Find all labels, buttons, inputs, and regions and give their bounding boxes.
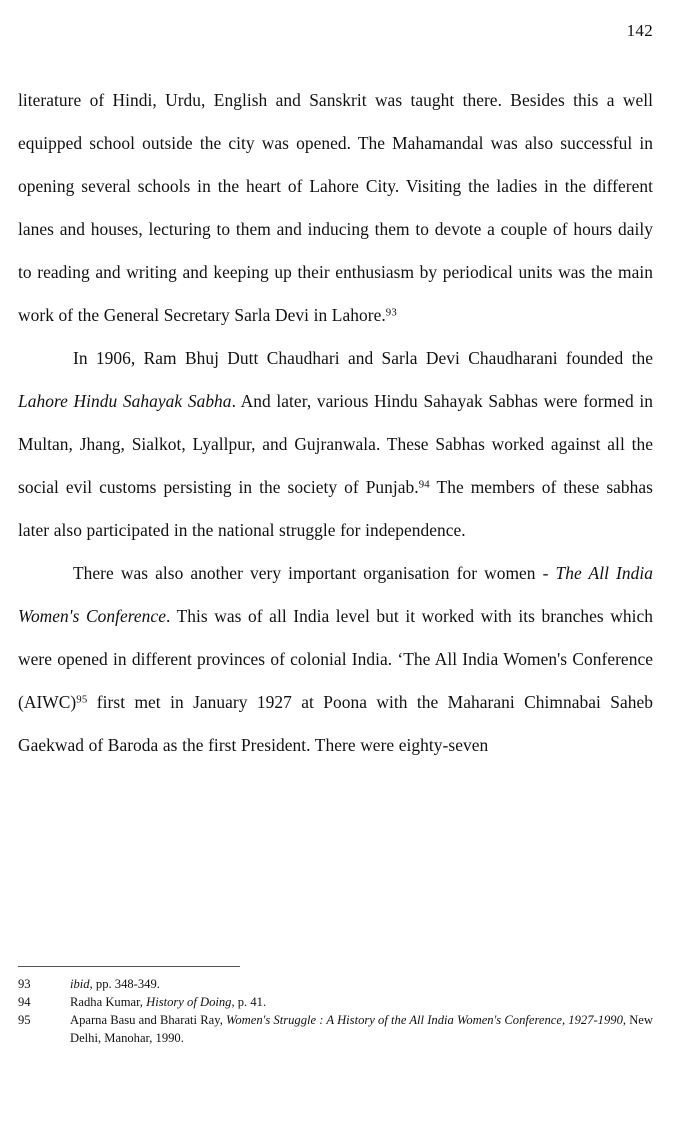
text-run: . This was of all India level but it worked with its branches which were opened in different provinces of colonial India. ‘The All India Women's Conference (AIWC)	[18, 606, 653, 712]
footnote-entry	[18, 976, 653, 994]
text-run: Aparna Basu and Bharati Ray,	[70, 1013, 227, 1027]
text-run: . And later, various Hindu Sahayak Sabhas were formed in Multan, Jhang, Sialkot, Lyallpur, and Gujranwala. These Sabhas worked against all the social evil customs persisting in the society of Punjab.	[18, 391, 653, 497]
footnote-separator-rule	[18, 966, 240, 967]
italic-run: ibid	[70, 977, 90, 991]
page-number: 142	[626, 21, 653, 40]
text-run: , New Delhi, Manohar, 1990.	[70, 1013, 653, 1045]
footnote-number: 94	[18, 995, 31, 1009]
footnote-marker: 95	[76, 693, 88, 706]
text-run: In 1906, Ram Bhuj Dutt Chaudhari and Sarla Devi Chaudharani founded the	[73, 348, 653, 368]
body-text-block	[18, 79, 653, 767]
text-run: The members of these sabhas later also participated in the national struggle for independence.	[18, 477, 653, 540]
italic-run: Women's Struggle : A History of the All India Women's Conference, 1927-1990	[226, 1013, 623, 1027]
footnote-number: 93	[18, 977, 31, 991]
italic-run: The All India Women's Conference	[18, 563, 653, 626]
paragraph	[18, 337, 653, 552]
italic-run: Lahore Hindu Sahayak Sabha	[18, 391, 232, 411]
footnote-area	[18, 966, 653, 1048]
footnote-number: 95	[18, 1013, 31, 1027]
footnote-marker: 93	[385, 306, 397, 319]
footnote-text	[70, 976, 653, 994]
footnote-marker: 94	[418, 478, 430, 491]
text-run: There was also another very important organisation for women -	[73, 563, 556, 583]
footnote-entry	[18, 1012, 653, 1047]
text-run: , pp. 348-349.	[89, 977, 160, 991]
text-run: first met in January 1927 at Poona with the Maharani Chimnabai Saheb Gaekwad of Baroda as the first President. There were eighty-seven	[18, 692, 653, 755]
footnote-text	[70, 994, 653, 1012]
text-run: literature of Hindi, Urdu, English and Sanskrit was taught there. Besides this a well equipped school outside the city was opened. The Mahamandal was also successful in opening several schools in the heart of Lahore City. Visiting the ladies in the different lanes and houses, lecturing to them and inducing them to devote a couple of hours daily to reading and writing and keeping up their enthusiasm by periodical units was the main work of the General Secretary Sarla Devi in Lahore.	[18, 90, 653, 325]
footnote-text	[70, 1012, 653, 1047]
paragraph	[18, 79, 653, 337]
text-run: Radha Kumar,	[70, 995, 147, 1009]
italic-run: History of Doing	[146, 995, 232, 1009]
text-run: , p. 41.	[231, 995, 267, 1009]
paragraph	[18, 552, 653, 767]
footnote-entry	[18, 994, 653, 1012]
